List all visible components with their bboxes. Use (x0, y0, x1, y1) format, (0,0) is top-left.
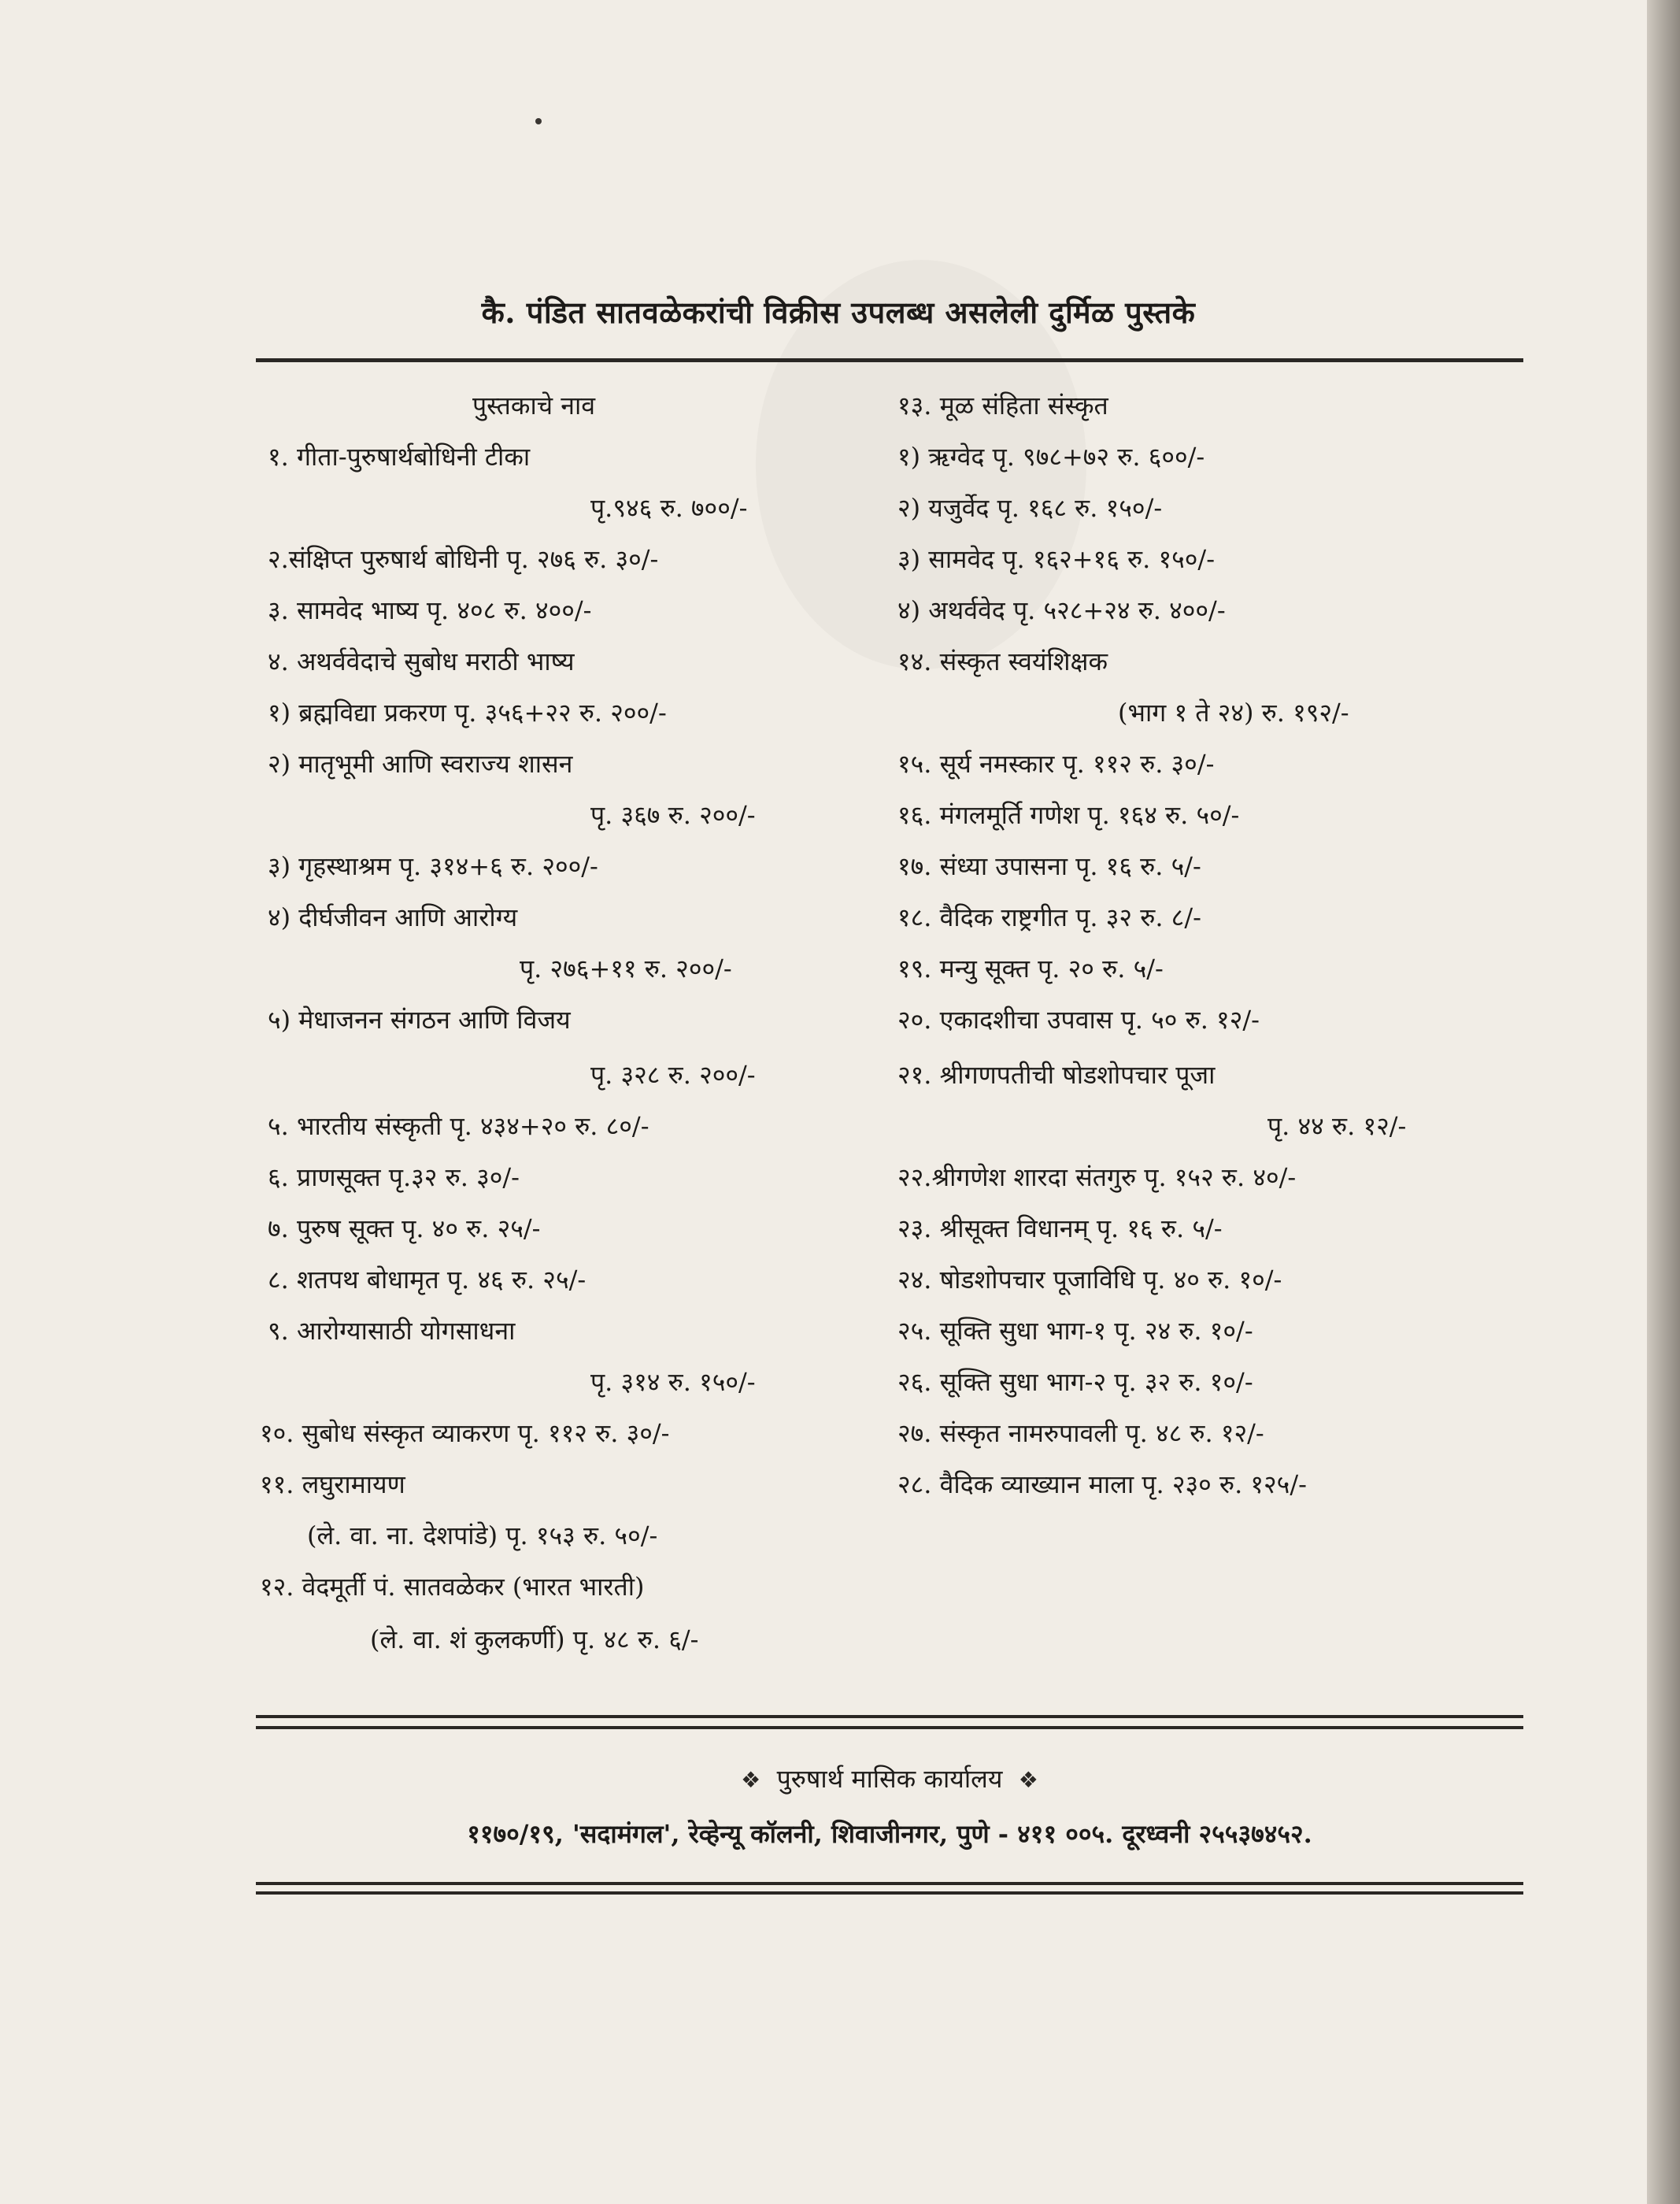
book-entry: ११. लघुरामायण (260, 1469, 405, 1499)
book-entry: १७. संध्या उपासना पृ. १६ रु. ५/- (897, 851, 1201, 881)
book-entry: २७. संस्कृत नामरुपावली पृ. ४८ रु. १२/- (897, 1418, 1264, 1448)
title-underline (256, 358, 1523, 362)
ornament-icon: ❖ (741, 1767, 761, 1793)
ink-speck (535, 118, 542, 124)
book-entry: १०. सुबोध संस्कृत व्याकरण पृ. ११२ रु. ३०/- (260, 1418, 670, 1448)
book-entry: ६. प्राणसूक्त पृ.३२ रु. ३०/- (268, 1162, 520, 1192)
book-entry-detail: (ले. वा. ना. देशपांडे) पृ. १५३ रु. ५०/- (307, 1521, 658, 1550)
footer-rule-bottom-inner (256, 1891, 1523, 1895)
book-entry: ३. सामवेद भाष्य पृ. ४०८ रु. ४००/- (268, 595, 592, 625)
book-entry: २.संक्षिप्त पुरुषार्थ बोधिनी पृ. २७६ रु. ३०/- (268, 544, 659, 574)
book-entry: ४) अथर्ववेद पृ. ५२८+२४ रु. ४००/- (897, 595, 1226, 625)
book-entry-detail: (ले. वा. शं कुलकर्णी) पृ. ४८ रु. ६/- (370, 1624, 699, 1654)
book-entry: २८. वैदिक व्याख्यान माला पृ. २३० रु. १२५/- (897, 1469, 1307, 1499)
book-entry: १९. मन्यु सूक्त पृ. २० रु. ५/- (897, 954, 1164, 983)
book-entry-detail: पृ. ३१४ रु. १५०/- (590, 1367, 756, 1397)
publisher-address: ११७०/१९, 'सदामंगल', रेव्हेन्यू कॉलनी, शिवाजीनगर, पुणे - ४११ ००५. दूरध्वनी २५५३७४५२. (467, 1819, 1312, 1849)
book-entry: २१. श्रीगणपतीची षोडशोपचार पूजा (897, 1060, 1216, 1090)
book-entry: २४. षोडशोपचार पूजाविधि पृ. ४० रु. १०/- (897, 1265, 1282, 1295)
book-entry: २५. सूक्ति सुधा भाग-१ पृ. २४ रु. १०/- (897, 1316, 1253, 1346)
book-entry: ३) गृहस्थाश्रम पृ. ३१४+६ रु. २००/- (268, 851, 598, 881)
book-entry: १४. संस्कृत स्वयंशिक्षक (897, 646, 1108, 676)
book-entry-detail: (भाग १ ते २४) रु. १९२/- (1118, 698, 1349, 728)
book-entry: २२.श्रीगणेश शारदा संतगुरु पृ. १५२ रु. ४०/- (897, 1162, 1297, 1192)
book-entry: ९. आरोग्यासाठी योगसाधना (268, 1316, 516, 1346)
book-entry: २०. एकादशीचा उपवास पृ. ५० रु. १२/- (897, 1005, 1260, 1035)
book-entry: ३) सामवेद पृ. १६२+१६ रु. १५०/- (897, 544, 1216, 574)
book-entry: १३. मूळ संहिता संस्कृत (897, 391, 1108, 420)
book-entry: ४) दीर्घजीवन आणि आरोग्य (268, 902, 518, 932)
book-entry-detail: पृ. ३२८ रु. २००/- (590, 1060, 756, 1090)
book-entry: २) मातृभूमी आणि स्वराज्य शासन (268, 749, 573, 779)
footer-rule-top-inner (256, 1726, 1523, 1729)
book-entry: १) ऋग्वेद पृ. ९७८+७२ रु. ६००/- (897, 442, 1205, 472)
footer-rule-bottom (256, 1882, 1523, 1885)
book-entry: १५. सूर्य नमस्कार पृ. ११२ रु. ३०/- (897, 749, 1215, 779)
book-entry: १) ब्रह्मविद्या प्रकरण पृ. ३५६+२२ रु. २००/- (268, 698, 667, 728)
book-entry: ७. पुरुष सूक्त पृ. ४० रु. २५/- (268, 1213, 541, 1243)
book-entry: १६. मंगलमूर्ति गणेश पृ. १६४ रु. ५०/- (897, 800, 1240, 830)
footer-rule-top (256, 1715, 1523, 1718)
publisher-office (256, 1761, 1523, 1795)
book-entry-detail: पृ. ४४ रु. १२/- (1267, 1111, 1407, 1141)
office-name: पुरुषार्थ मासिक कार्यालय (776, 1764, 1003, 1794)
book-entry: १. गीता-पुरुषार्थबोधिनी टीका (268, 442, 531, 472)
ornament-icon: ❖ (1018, 1767, 1038, 1793)
book-entry-detail: पृ. ३६७ रु. २००/- (590, 800, 756, 830)
book-entry: २) यजुर्वेद पृ. १६८ रु. १५०/- (897, 493, 1163, 523)
book-entry: ५) मेधाजनन संगठन आणि विजय (268, 1005, 571, 1035)
page-title: कै. पंडित सातवळेकरांची विक्रीस उपलब्ध असलेली दुर्मिळ पुस्तके (481, 294, 1196, 330)
book-entry-detail: पृ. २७६+११ रु. २००/- (520, 954, 732, 983)
book-entry: ४. अथर्ववेदाचे सुबोध मराठी भाष्य (268, 646, 575, 676)
book-entry-detail: पृ.९४६ रु. ७००/- (590, 493, 748, 523)
left-column-header: पुस्तकाचे नाव (472, 391, 596, 420)
book-entry: २३. श्रीसूक्त विधानम् पृ. १६ रु. ५/- (897, 1213, 1223, 1243)
book-entry: १८. वैदिक राष्ट्रगीत पृ. ३२ रु. ८/- (897, 902, 1201, 932)
book-entry: २६. सूक्ति सुधा भाग-२ पृ. ३२ रु. १०/- (897, 1367, 1253, 1397)
book-entry: १२. वेदमूर्ती पं. सातवळेकर (भारत भारती) (260, 1572, 645, 1602)
book-entry: ५. भारतीय संस्कृती पृ. ४३४+२० रु. ८०/- (268, 1111, 649, 1141)
page-edge-shadow (1647, 0, 1680, 2204)
book-entry: ८. शतपथ बोधामृत पृ. ४६ रु. २५/- (268, 1265, 587, 1295)
